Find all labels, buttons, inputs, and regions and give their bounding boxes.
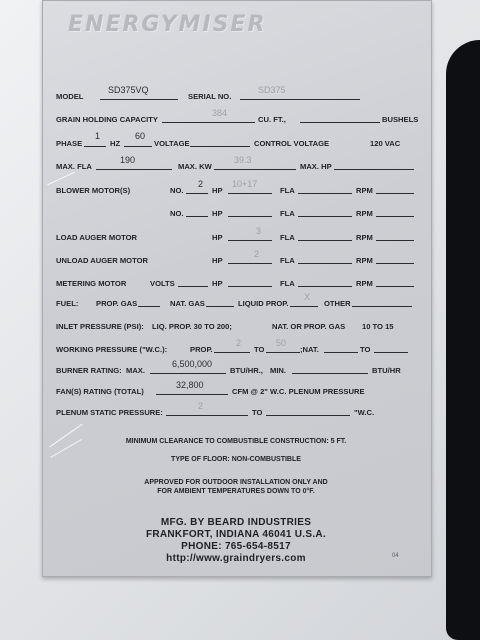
burner-min-label: MIN.: [270, 366, 287, 375]
unload-auger-rpm-label: RPM: [356, 256, 373, 265]
phase-line: [84, 146, 106, 147]
plenum-pressure-label: PLENUM STATIC PRESSURE:: [56, 408, 163, 417]
load-auger-fla-line: [298, 240, 352, 241]
burner-btu-label: BTU/HR.,: [230, 366, 263, 375]
max-fla-value: 190: [120, 155, 136, 165]
fan-rating-label: FAN(S) RATING (TOTAL): [56, 387, 144, 396]
liquid-prop-mark: X: [304, 292, 311, 302]
manufacturer-line: MFG. BY BEARD INDUSTRIES: [160, 517, 312, 528]
metering-fla-line: [298, 286, 352, 287]
approval-line-1: APPROVED FOR OUTDOOR INSTALLATION ONLY AND: [144, 479, 328, 486]
load-auger-fla-label: FLA: [280, 233, 295, 242]
unload-auger-fla-line: [298, 263, 352, 264]
unload-auger-hp-line: [228, 263, 272, 264]
model-line: [100, 99, 178, 100]
working-pressure-label: WORKING PRESSURE ("W.C.):: [56, 345, 168, 354]
load-auger-label: LOAD AUGER MOTOR: [56, 233, 137, 242]
max-kw-value: 39.3: [234, 155, 252, 165]
floor-type-notice: TYPE OF FLOOR: NON-COMBUSTIBLE: [171, 456, 301, 463]
plate-code: 04: [392, 553, 399, 559]
metering-volts-label: VOLTS: [150, 279, 175, 288]
burner-max-label: MAX.: [126, 366, 145, 375]
blower2-hp-line: [228, 216, 272, 217]
burner-rating-label: BURNER RATING:: [56, 366, 122, 375]
blower2-fla-line: [298, 216, 352, 217]
hz-label: HZ: [110, 139, 121, 148]
metering-volts-line: [178, 286, 208, 287]
manufacturer-website: http://www.graindryers.com: [166, 553, 306, 564]
working-prop-label: PROP.: [190, 345, 213, 354]
plenum-pressure-line: [166, 415, 248, 416]
metering-fla-label: FLA: [280, 279, 295, 288]
liquid-prop-label: LIQUID PROP.: [238, 299, 289, 308]
fan-rating-value: 32,800: [176, 380, 204, 390]
burner-btu2-label: BTU/HR: [372, 366, 401, 375]
clearance-notice: MINIMUM CLEARANCE TO COMBUSTIBLE CONSTRUCTION: 5 FT.: [125, 438, 347, 445]
blower-hp-line: [228, 193, 272, 194]
plenum-to-label: TO: [252, 408, 263, 417]
liquid-prop-line: [290, 306, 318, 307]
working-nat-to-label: TO: [360, 345, 371, 354]
grain-capacity-value: 384: [212, 108, 228, 118]
serial-line: [240, 99, 360, 100]
burner-max-value: 6,500,000: [172, 359, 213, 369]
metering-hp-line: [228, 286, 272, 287]
burner-min-line: [292, 373, 368, 374]
working-to-line: [266, 352, 300, 353]
serial-value: SD375: [258, 85, 286, 95]
working-nat-to-line: [374, 352, 408, 353]
voltage-line: [190, 146, 250, 147]
load-auger-hp-line: [228, 240, 272, 241]
serial-label: SERIAL NO.: [188, 92, 232, 101]
working-nat-line: [324, 352, 358, 353]
inlet-nat-prop-range: 10 TO 15: [362, 322, 394, 331]
working-nat-label: ;NAT.: [300, 345, 319, 354]
manufacturer-address: FRANKFORT, INDIANA 46041 U.S.A.: [145, 529, 327, 540]
blower2-rpm-label: RPM: [356, 209, 373, 218]
phase-label: PHASE: [56, 139, 83, 148]
unload-auger-hp-value: 2: [254, 249, 260, 259]
blower2-hp-label: HP: [212, 209, 223, 218]
unload-auger-label: UNLOAD AUGER MOTOR: [56, 256, 148, 265]
blower-hp-label: HP: [212, 186, 223, 195]
plenum-wc-label: "W.C.: [354, 408, 375, 417]
grain-capacity-label: GRAIN HOLDING CAPACITY: [56, 115, 158, 124]
inlet-liq-prop-range: LIQ. PROP. 30 TO 200;: [152, 322, 232, 331]
blower-fla-line: [298, 193, 352, 194]
blower-no-label: NO.: [170, 186, 184, 195]
nameplate-logo: ENERGYMISER: [68, 12, 267, 37]
blower-fla-label: FLA: [280, 186, 295, 195]
load-auger-rpm-line: [376, 240, 414, 241]
blower2-fla-label: FLA: [280, 209, 295, 218]
inlet-pressure-label: INLET PRESSURE (PSI):: [56, 322, 144, 331]
cuft-label: CU. FT.,: [258, 115, 286, 124]
model-label: MODEL: [56, 92, 84, 101]
approval-line-2: FOR AMBIENT TEMPERATURES DOWN TO 0°F.: [157, 488, 315, 495]
metering-motor-label: METERING MOTOR: [56, 279, 127, 288]
max-hp-label: MAX. HP: [300, 162, 332, 171]
blower-motor-label: BLOWER MOTOR(S): [56, 186, 131, 195]
unload-auger-fla-label: FLA: [280, 256, 295, 265]
nat-gas-line: [206, 306, 234, 307]
blower-no-value: 2: [198, 179, 204, 189]
unload-auger-hp-label: HP: [212, 256, 223, 265]
phase-value: 1: [95, 131, 101, 141]
fan-rating-line: [156, 394, 228, 395]
working-prop-line: [214, 352, 250, 353]
load-auger-rpm-label: RPM: [356, 233, 373, 242]
max-fla-label: MAX. FLA: [56, 162, 92, 171]
other-line: [352, 306, 412, 307]
load-auger-hp-value: 3: [256, 226, 262, 236]
plenum-pressure-value: 2: [198, 401, 204, 411]
dark-panel-edge: [446, 40, 480, 640]
model-value: SD375VQ: [108, 85, 149, 95]
control-voltage-value: 120 VAC: [370, 139, 401, 148]
blower-hp-value: 10+17: [232, 179, 258, 189]
max-kw-label: MAX. KW: [178, 162, 212, 171]
load-auger-hp-label: HP: [212, 233, 223, 242]
hz-line: [124, 146, 152, 147]
fuel-label: FUEL:: [56, 299, 79, 308]
working-to-label: TO: [254, 345, 265, 354]
metering-rpm-label: RPM: [356, 279, 373, 288]
control-voltage-label: CONTROL VOLTAGE: [254, 139, 330, 148]
hz-value: 60: [135, 131, 146, 141]
voltage-label: VOLTAGE: [154, 139, 190, 148]
plenum-to-line: [266, 415, 350, 416]
fan-cfm-label: CFM @ 2" W.C. PLENUM PRESSURE: [232, 387, 365, 396]
max-fla-line: [96, 169, 172, 170]
blower-rpm-line: [376, 193, 414, 194]
blower2-no-line: [186, 216, 208, 217]
bushels-line: [300, 122, 380, 123]
blower2-no-label: NO.: [170, 209, 184, 218]
bushels-label: BUSHELS: [382, 115, 419, 124]
prop-gas-line: [138, 306, 160, 307]
metering-hp-label: HP: [212, 279, 223, 288]
max-hp-line: [334, 169, 414, 170]
grain-capacity-line: [162, 122, 255, 123]
manufacturer-phone: PHONE: 765-654-8517: [181, 541, 291, 552]
blower2-rpm-line: [376, 216, 414, 217]
inlet-nat-prop-label: NAT. OR PROP. GAS: [272, 322, 346, 331]
blower-no-line: [186, 193, 208, 194]
burner-max-line: [150, 373, 226, 374]
max-kw-line: [214, 169, 296, 170]
other-label: OTHER: [324, 299, 351, 308]
nat-gas-label: NAT. GAS: [170, 299, 205, 308]
prop-gas-label: PROP. GAS: [96, 299, 138, 308]
working-prop-value: 2: [236, 338, 242, 348]
working-to-value: 50: [276, 338, 287, 348]
unload-auger-rpm-line: [376, 263, 414, 264]
metering-rpm-line: [376, 286, 414, 287]
blower-rpm-label: RPM: [356, 186, 373, 195]
